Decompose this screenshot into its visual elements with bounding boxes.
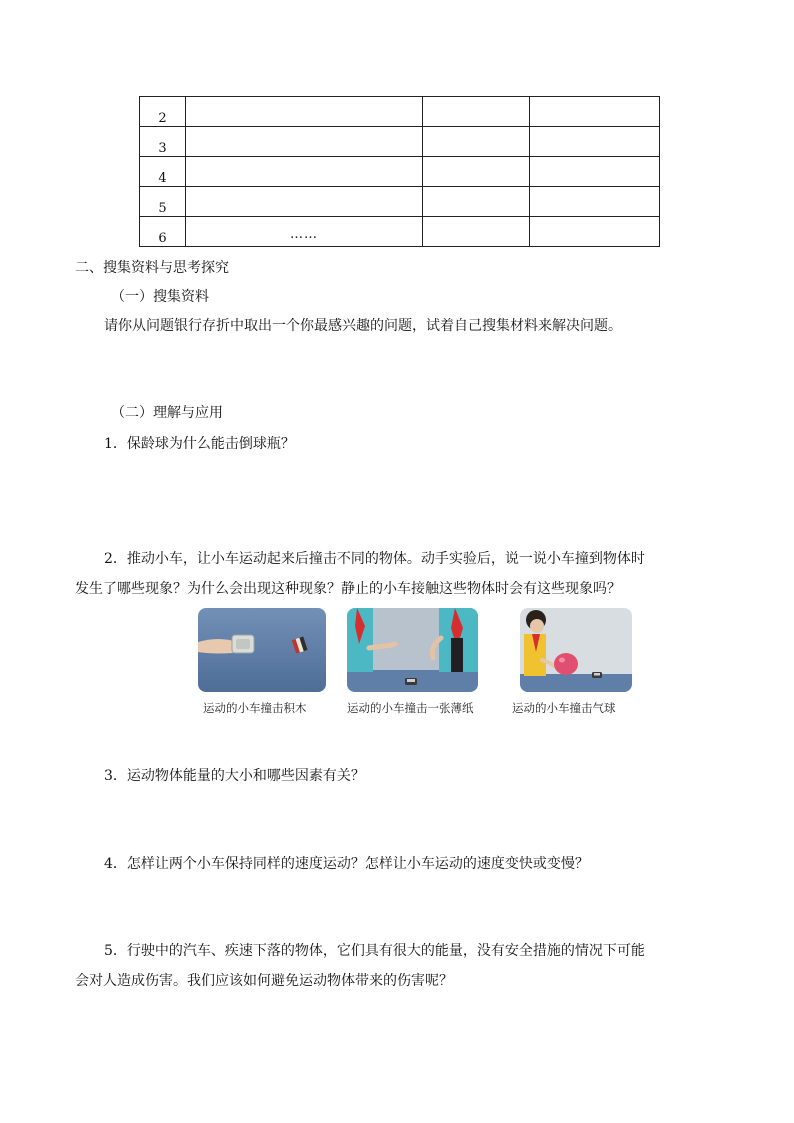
row-cell (423, 127, 530, 157)
instruction-text: 请你从问题银行存折中取出一个你最感兴趣的问题，试着自己搜集材料来解决问题。 (104, 318, 622, 334)
record-table (139, 96, 660, 247)
row-number: 5 (140, 187, 186, 217)
row-description (186, 157, 423, 187)
row-description (186, 217, 423, 247)
subsection-title: （二）理解与应用 (111, 405, 223, 421)
table-row (140, 97, 660, 127)
subsection-title: （一）搜集资料 (111, 289, 209, 305)
row-number: 3 (140, 127, 186, 157)
row-number: 4 (140, 157, 186, 187)
photo-caption: 运动的小车撞击积木 (203, 701, 307, 715)
question-1: 1．保龄球为什么能击倒球瓶？ (104, 436, 295, 452)
row-cell (530, 97, 660, 127)
row-description (186, 127, 423, 157)
question-5-line-2: 会对人造成伤害。我们应该如何避免运动物体带来的伤害呢？ (75, 973, 453, 989)
experiment-photo (198, 608, 326, 692)
row-description (186, 187, 423, 217)
row-cell (423, 217, 530, 247)
table-row (140, 217, 660, 247)
section-heading: 二、搜集资料与思考探究 (75, 260, 229, 276)
row-number: 6 (140, 217, 186, 247)
question-4: 4．怎样让两个小车保持同样的速度运动？怎样让小车运动的速度变快或变慢？ (104, 856, 589, 872)
row-description (186, 97, 423, 127)
row-cell (530, 187, 660, 217)
question-2-line-1: 2．推动小车，让小车运动起来后撞击不同的物体。动手实验后，说一说小车撞到物体时 (104, 551, 645, 567)
row-cell (423, 97, 530, 127)
photo-car-hits-paper (347, 608, 478, 692)
experiment-photo (347, 608, 478, 692)
row-number: 2 (140, 97, 186, 127)
experiment-photo (520, 608, 632, 692)
photo-caption: 运动的小车撞击气球 (512, 701, 616, 715)
photo-car-hits-balloon (520, 608, 632, 692)
question-5-line-1: 5．行驶中的汽车、疾速下落的物体，它们具有很大的能量，没有安全措施的情况下可能 (104, 943, 645, 959)
table-row (140, 187, 660, 217)
row-cell (423, 187, 530, 217)
question-3: 3．运动物体能量的大小和哪些因素有关？ (104, 768, 365, 784)
photo-caption: 运动的小车撞击一张薄纸 (347, 701, 474, 715)
row-cell (530, 127, 660, 157)
photo-car-hits-block (198, 608, 326, 692)
ellipsis-text: …… (290, 227, 318, 242)
row-cell (530, 157, 660, 187)
table-row (140, 157, 660, 187)
table-row (140, 127, 660, 157)
question-2-line-2: 发生了哪些现象？为什么会出现这种现象？静止的小车接触这些物体时会有这些现象吗？ (75, 581, 621, 597)
row-cell (423, 157, 530, 187)
row-cell (530, 217, 660, 247)
